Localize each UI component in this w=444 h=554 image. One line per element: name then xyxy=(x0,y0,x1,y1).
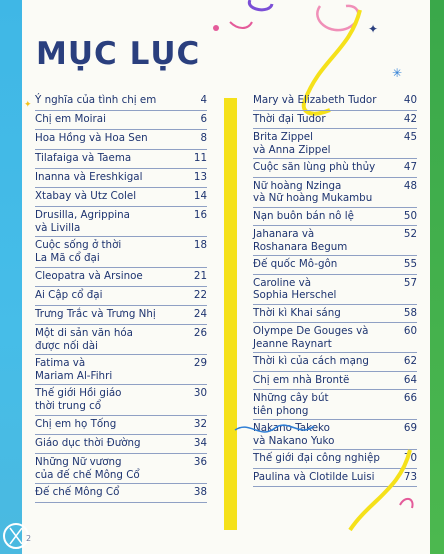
toc-entry xyxy=(253,450,417,469)
toc-entry-title: Đế chế Mông Cổ xyxy=(35,486,120,499)
page-title: MỤC LỤC xyxy=(36,36,201,72)
toc-entry-page: 55 xyxy=(403,258,417,270)
right-color-band xyxy=(430,0,444,554)
toc-entry-title: Nạn buôn bán nô lệ xyxy=(253,209,354,222)
toc-entry-page: 45 xyxy=(403,131,417,143)
toc-entry xyxy=(253,390,417,420)
toc-entry-page: 69 xyxy=(403,422,417,434)
toc-entry-page: 66 xyxy=(403,392,417,404)
sparkle-icon: ✦ xyxy=(24,100,32,110)
toc-entry-page: 57 xyxy=(403,276,417,289)
toc-entry-page: 36 xyxy=(193,456,207,468)
toc-entry-title: Thời kì của cách mạng xyxy=(253,355,369,367)
toc-entry-page: 40 xyxy=(403,94,417,106)
toc-entry xyxy=(253,275,417,305)
toc-entry xyxy=(253,372,417,391)
toc-entry-title: Cleopatra và Arsinoe xyxy=(35,269,143,282)
toc-entry xyxy=(35,150,207,169)
toc-entry xyxy=(35,385,207,415)
toc-entry-title: Hoa Hồng và Hoa Sen xyxy=(35,132,148,145)
toc-entry xyxy=(253,159,417,178)
toc-entry xyxy=(253,226,417,256)
toc-entry xyxy=(35,454,207,484)
toc-entry-title: Cuộc săn lùng phù thủy xyxy=(253,161,376,173)
toc-entry xyxy=(35,325,207,355)
toc-entry xyxy=(35,287,207,306)
toc-entry-page: 22 xyxy=(193,288,207,301)
toc-entry-page: 73 xyxy=(403,470,417,483)
toc-entry-title: Thời đại Tudor xyxy=(253,112,326,125)
center-yellow-bar xyxy=(224,98,237,530)
toc-entry-page: 21 xyxy=(193,269,207,282)
toc-entry-page: 18 xyxy=(193,239,207,252)
toc-entry xyxy=(253,469,417,488)
toc-entry-title: Chị em họ Tống xyxy=(35,417,117,430)
toc-entry-title: Giáo dục thời Đường xyxy=(35,436,141,449)
toc-entry-title: Drusilla, Agrippina và Livilla xyxy=(35,209,130,234)
toc-entry-page: 70 xyxy=(403,452,417,464)
toc-entry-title: Chị em Moirai xyxy=(35,113,106,126)
toc-entry-title: Inanna và Ereshkigal xyxy=(35,170,143,183)
toc-entry xyxy=(253,129,417,159)
toc-entry-page: 38 xyxy=(193,486,207,499)
toc-entry xyxy=(35,268,207,287)
toc-entry-title: Ai Cập cổ đại xyxy=(35,288,103,301)
left-color-band xyxy=(0,0,22,554)
toc-entry-title: Thời kì Khai sáng xyxy=(253,306,341,319)
toc-entry-title: Chị em nhà Brontë xyxy=(253,373,350,386)
toc-entry-title: Thế giới Hồi giáo thời trung cổ xyxy=(35,387,122,412)
page-number: 2 xyxy=(26,534,32,543)
toc-entry-page: 8 xyxy=(200,132,207,145)
toc-entry xyxy=(253,305,417,324)
toc-entry xyxy=(35,130,207,149)
toc-entry xyxy=(253,111,417,130)
toc-entry-page: 14 xyxy=(193,189,207,202)
toc-entry-page: 62 xyxy=(403,355,417,367)
toc-entry-title: Tilafaiga và Taema xyxy=(35,151,132,164)
toc-entry xyxy=(253,92,417,111)
toc-entry-page: 6 xyxy=(200,113,207,126)
toc-entry-title: Thế giới đại công nghiệp xyxy=(253,452,380,464)
toc-entry-page: 47 xyxy=(403,161,417,173)
toc-entry-title: Jahanara và Roshanara Begum xyxy=(253,228,348,253)
toc-entry-page: 24 xyxy=(193,307,207,320)
toc-entry-page: 42 xyxy=(403,112,417,125)
toc-entry-title: Nữ hoàng Nzinga và Nữ hoàng Mukambu xyxy=(253,179,373,204)
toc-entry xyxy=(253,353,417,372)
toc-entry xyxy=(35,237,207,267)
toc-entry xyxy=(35,207,207,237)
toc-entry xyxy=(35,416,207,435)
toc-entry xyxy=(35,484,207,503)
sparkle-icon: ✦ xyxy=(368,22,379,36)
toc-entry xyxy=(35,111,207,130)
toc-entry-page: 13 xyxy=(193,170,207,183)
toc-left-column xyxy=(35,92,207,503)
toc-entry xyxy=(253,178,417,208)
toc-entry xyxy=(253,323,417,353)
toc-entry xyxy=(253,256,417,275)
toc-entry-title: Nakano Takeko và Nakano Yuko xyxy=(253,422,335,447)
toc-entry xyxy=(253,420,417,450)
toc-entry xyxy=(35,435,207,454)
toc-entry xyxy=(35,92,207,111)
toc-entry-page: 26 xyxy=(193,327,207,340)
toc-entry-title: Đế quốc Mô-gôn xyxy=(253,258,338,270)
toc-right-column xyxy=(253,92,417,487)
toc-entry-page: 58 xyxy=(403,306,417,319)
toc-entry-page: 11 xyxy=(193,151,207,164)
toc-entry-title: Những cây bút tiên phong xyxy=(253,392,329,417)
toc-entry-title: Brita Zippel và Anna Zippel xyxy=(253,131,331,156)
toc-entry-page: 4 xyxy=(200,94,207,106)
toc-entry-title: Paulina và Clotilde Luisi xyxy=(253,470,375,483)
toc-entry-title: Trưng Trắc và Trưng Nhị xyxy=(35,307,156,320)
toc-entry-page: 52 xyxy=(403,228,417,240)
toc-entry-title: Olympe De Gouges và Jeanne Raynart xyxy=(253,325,369,350)
toc-entry-title: Một di sản văn hóa được nối dài xyxy=(35,327,133,352)
toc-entry-title: Caroline và Sophia Herschel xyxy=(253,276,337,301)
toc-entry-title: Xtabay và Utz Colel xyxy=(35,189,137,202)
toc-entry-page: 16 xyxy=(193,209,207,222)
toc-entry xyxy=(35,169,207,188)
toc-entry-title: Ý nghĩa của tình chị em xyxy=(35,94,157,106)
toc-entry-page: 30 xyxy=(193,387,207,400)
toc-entry-page: 48 xyxy=(403,179,417,192)
toc-entry xyxy=(35,188,207,207)
toc-entry-page: 32 xyxy=(193,417,207,430)
toc-entry-page: 50 xyxy=(403,209,417,222)
toc-entry-title: Những Nữ vương của đế chế Mông Cổ xyxy=(35,456,140,481)
toc-entry xyxy=(253,208,417,227)
toc-entry-title: Fatima và Mariam Al-Fihri xyxy=(35,357,113,382)
toc-entry-page: 34 xyxy=(193,436,207,449)
toc-entry-page: 60 xyxy=(403,325,417,337)
toc-entry xyxy=(35,306,207,325)
sparkle-icon: ✳ xyxy=(392,66,403,80)
toc-entry-title: Cuộc sống ở thời La Mã cổ đại xyxy=(35,239,122,264)
toc-entry-title: Mary và Elizabeth Tudor xyxy=(253,94,377,106)
toc-entry-page: 29 xyxy=(193,357,207,370)
toc-entry-page: 64 xyxy=(403,373,417,386)
toc-entry xyxy=(35,355,207,385)
